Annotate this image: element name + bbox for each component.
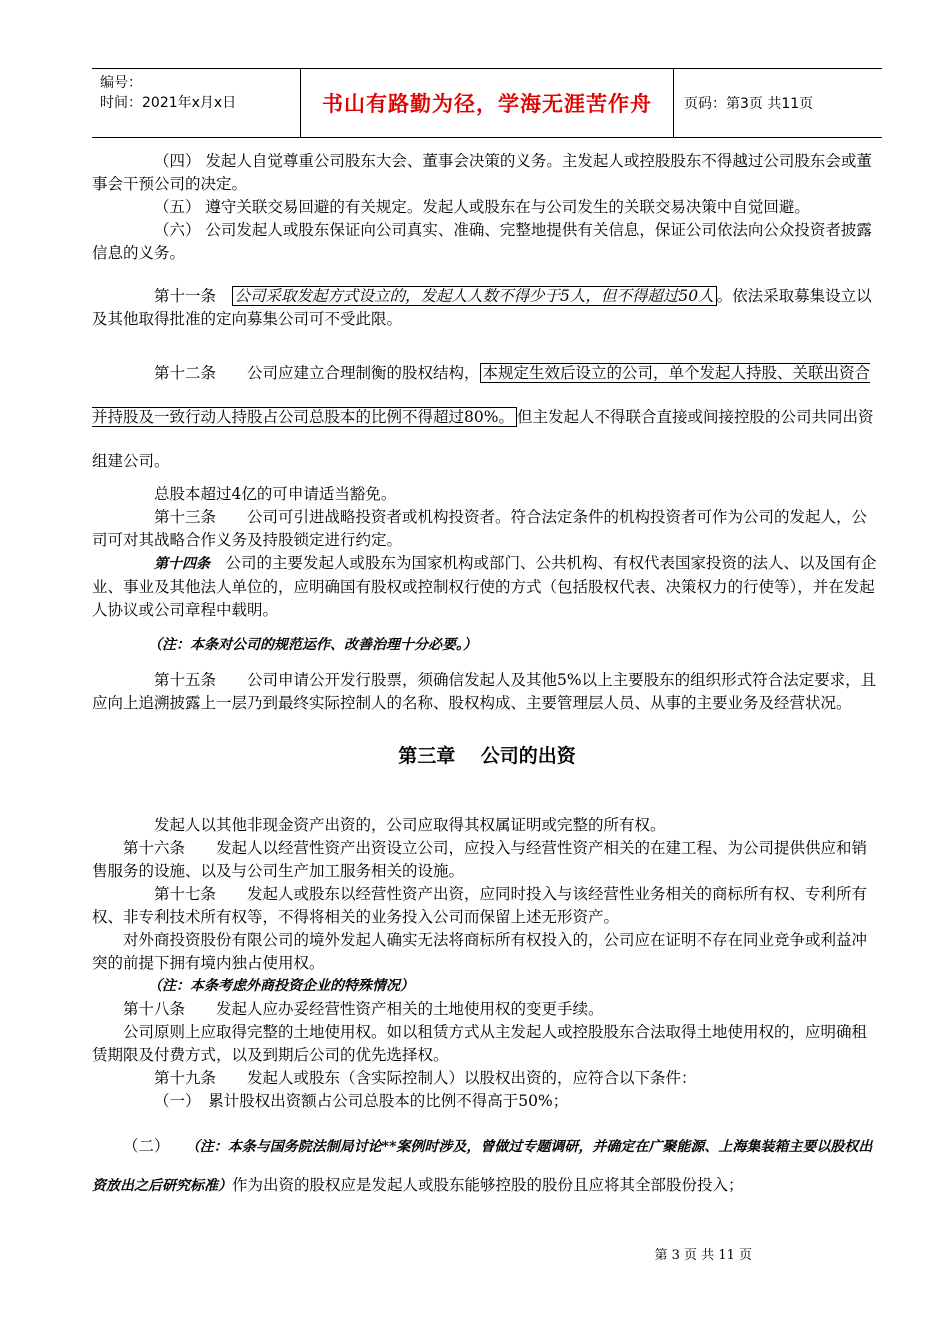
item-2 <box>92 1127 882 1205</box>
article-12-boxed: 本规定生效后设立的公司，单个发起人持股、关联出资合并持股及一致行动人持股占公司总股本的比例不得超过80%。 <box>92 364 871 426</box>
time-label: 时间：2021年x月x日 <box>100 95 237 111</box>
header-motto: 书山有路勤为径，学海无涯苦作舟 <box>301 69 674 137</box>
note-1: （注：本条对公司的规范运作、改善治理十分必要。） <box>148 637 477 653</box>
article-11-boxed: 公司采取发起方式设立的，发起人人数不得少于5人，但不得超过50人 <box>232 286 717 306</box>
article-12-text: 公司应建立合理制衡的股权结构， <box>247 364 480 382</box>
item-1: （一） 累计股权出资额占公司总股本的比例不得高于50%； <box>154 1092 569 1110</box>
exemption: 总股本超过4亿的可申请适当豁免。 <box>154 485 397 503</box>
article-12 <box>92 351 882 483</box>
article-15: 第十五条 公司申请公开发行股票，须确信发起人及其他5%以上主要股东的组织形式符合法定要求，且应向上追溯披露上一层乃到最终实际控制人的名称、股权构成、主要管理层人员、从事的主要业务及经营状况。 <box>92 671 877 712</box>
article-18: 第十八条 发起人应办妥经营性资产相关的土地使用权的变更手续。 <box>123 1000 604 1018</box>
article-19: 第十九条 发起人或股东（含实际控制人）以股权出资的，应符合以下条件： <box>154 1069 697 1087</box>
header-meta <box>92 69 301 137</box>
article-11-label: 第十一条 <box>154 287 217 305</box>
item-2-text: 作为出资的股权应是发起人或股东能够控股的股份且应将其全部股份投入； <box>232 1176 744 1194</box>
item-2-label: （二） <box>123 1137 162 1155</box>
chapter-title: 第三章 公司的出资 <box>398 745 576 767</box>
document-body <box>92 150 882 1205</box>
article-14-text: 公司的主要发起人或股东为国家机构或部门、公共机构、有权代表国家投资的法人、以及国有企业、事业及其他法人单位的，应明确国有股权或控制权行使的方式（包括股权代表、决策权力的行使等），并在发起人协议或公司章程中载明。 <box>92 554 877 619</box>
paragraph-5: （五） 遵守关联交易回避的有关规定。发起人或股东在与公司发生的关联交易决策中自觉回避。 <box>154 198 810 216</box>
article-12-label: 第十二条 <box>154 364 217 382</box>
paragraph-6: （六） 公司发起人或股东保证向公司真实、准确、完整地提供有关信息，保证公司依法向公众投资者披露信息的义务。 <box>92 221 872 262</box>
article-14 <box>92 552 882 622</box>
article-14-label: 第十四条 <box>154 556 210 572</box>
article-16: 第十六条 发起人以经营性资产出资设立公司，应投入与经营性资产相关的在建工程、为公司提供供应和销售服务的设施、以及与公司生产加工服务相关的设施。 <box>92 839 868 880</box>
page-header <box>92 68 882 138</box>
paragraph-4: （四） 发起人自觉尊重公司股东大会、董事会决策的义务。主发起人或控股股东不得越过公司股东会或董事会干预公司的决定。 <box>92 152 872 193</box>
article-11-tail: 。依法采取募集设立以及其他取得批准的定向募集公司可不受此限。 <box>92 287 872 328</box>
foreign-investment: 对外商投资股份有限公司的境外发起人确实无法将商标所有权投入的，公司应在证明不存在同业竞争或利益冲突的前提下拥有境内独占使用权。 <box>92 931 868 972</box>
note-2: （注：本条考虑外商投资企业的特殊情况） <box>148 978 414 994</box>
item-2-note: （注：本条与国务院法制局讨论**案例时涉及，曾做过专题调研，并确定在广聚能源、上海集装箱主要以股权出资放出之后研究标准） <box>92 1139 873 1194</box>
header-page-number: 页码：第3页 共11页 <box>684 96 814 112</box>
page-footer: 第 3 页 共 11 页 <box>654 1248 752 1263</box>
number-label: 编号： <box>100 75 142 91</box>
article-12-tail: 但主发起人不得联合直接或间接控股的公司共同出资组建公司。 <box>92 408 874 470</box>
article-13: 第十三条 公司可引进战略投资者或机构投资者。符合法定条件的机构投资者可作为公司的发起人，公司可对其战略合作义务及持股锁定进行约定。 <box>92 508 868 549</box>
article-17: 第十七条 发起人或股东以经营性资产出资，应同时投入与该经营性业务相关的商标所有权、专利所有权、非专利技术所有权等，不得将相关的业务投入公司而保留上述无形资产。 <box>92 885 868 926</box>
chapter-intro: 发起人以其他非现金资产出资的，公司应取得其权属证明或完整的所有权。 <box>154 816 666 834</box>
article-11 <box>92 285 882 331</box>
land-use: 公司原则上应取得完整的土地使用权。如以租赁方式从主发起人或控股股东合法取得土地使用权的，应明确租赁期限及付费方式，以及到期后公司的优先选择权。 <box>92 1023 868 1064</box>
